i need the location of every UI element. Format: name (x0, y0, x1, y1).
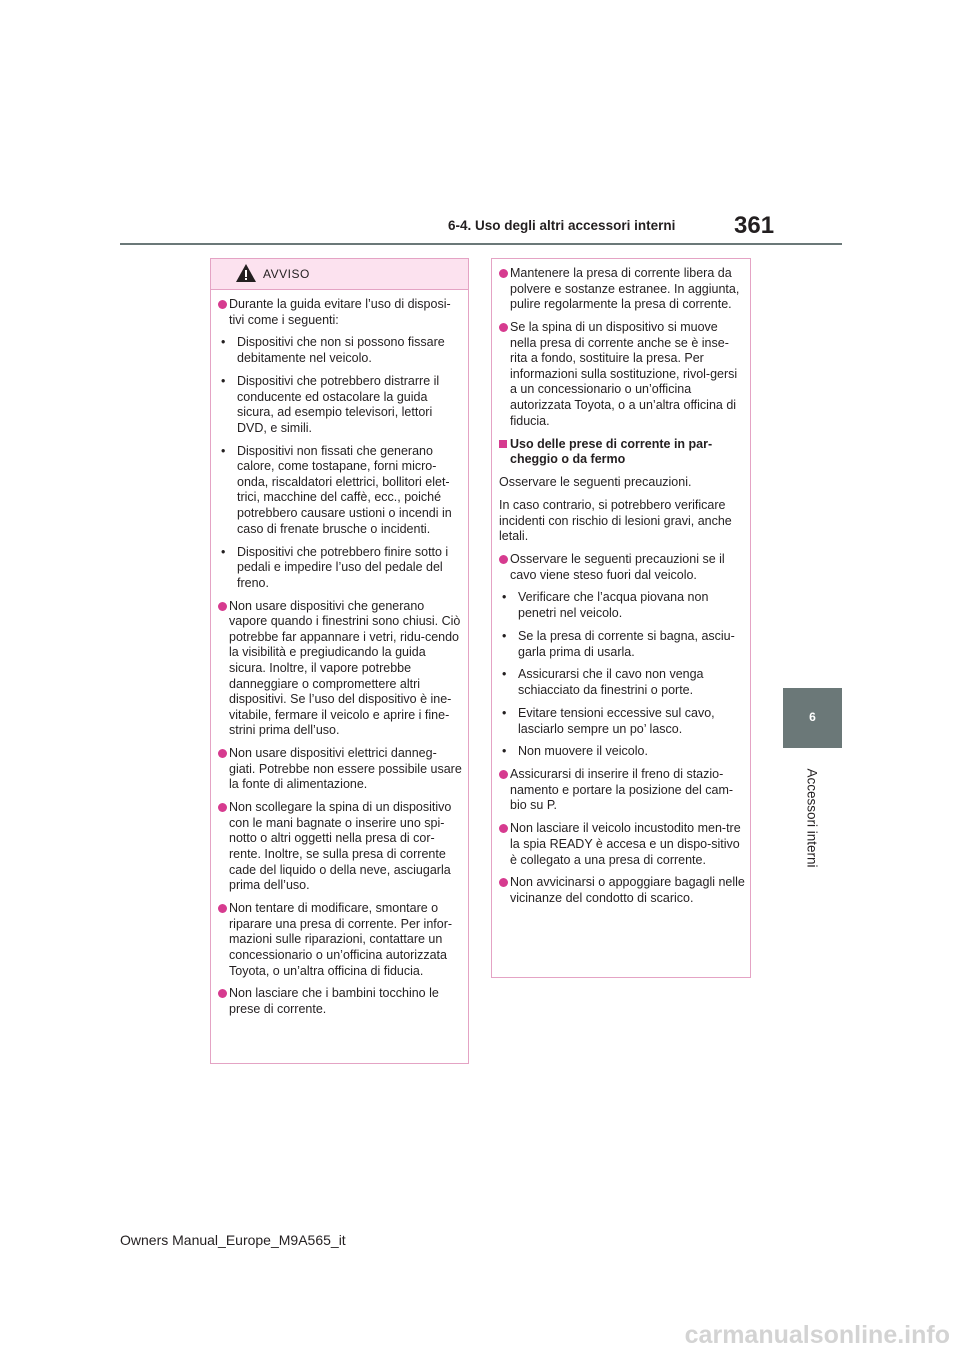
bullet-item (218, 599, 463, 739)
item-text: Non usare dispositivi che generano vapore quando i finestrini sono chiusi. Ciò potrebbe far appannare i vetri, ridu-cendo la visibilità e pregiudicando la guida sicura. Inoltre, il vapore potrebbe danneggiare o compromettere altri dispositivi. Se l’uso del dispositivo è ine-vitabile, fermare il veicolo e aprire i fine-strini prima dell’uso. (229, 598, 461, 738)
section-title: 6-4. Uso degli altri accessori interni (448, 218, 676, 233)
item-text: Durante la guida evitare l’uso di disposi-tivi come i seguenti: (229, 297, 451, 327)
pink-dot-icon (218, 749, 227, 758)
bullet-item (499, 875, 745, 906)
bullet-item (218, 746, 463, 793)
item-text: Dispositivi non fissati che generano calore, come tostapane, forni micro-onda, riscaldatori elettrici, bollitori elet-trici, macchine del caffè, ecc., poiché potrebbero causare ustioni o incendi in caso di frenate brusche o incidenti. (237, 443, 452, 536)
pink-dot-icon (218, 803, 227, 812)
item-text: Osservare le seguenti precauzioni se il cavo viene steso fuori dal veicolo. (510, 551, 725, 582)
item-text: Dispositivi che potrebbero finire sotto i pedali e impedire l’uso del pedale del freno. (237, 544, 449, 590)
warning-header (211, 259, 468, 290)
chapter-side-label: Accessori interni (804, 768, 820, 868)
pink-dot-icon (218, 989, 227, 998)
item-text: Osservare le seguenti precauzioni. (499, 475, 692, 490)
bullet-item (499, 266, 745, 313)
item-text: Uso delle prese di corrente in par-cheggio o da fermo (510, 436, 713, 467)
sub-bullet-item (218, 545, 463, 592)
chapter-tab-number: 6 (809, 710, 816, 724)
item-text: Evitare tensioni eccessive sul cavo, lasciarlo sempre un po’ lasco. (518, 705, 715, 736)
item-text: Verificare che l’acqua piovana non penetri nel veicolo. (518, 590, 709, 621)
sub-bullet-item (499, 744, 745, 760)
item-text: Dispositivi che potrebbero distrarre il conducente ed ostacolare la guida sicura, ad esempio televisori, lettori DVD, e simili. (237, 373, 440, 435)
sub-bullet-item (218, 335, 463, 366)
pink-square-icon (499, 440, 507, 448)
warning-content-left (211, 290, 468, 1018)
bullet-icon: • (221, 544, 226, 559)
bullet-icon: • (502, 628, 507, 643)
subsection-heading (499, 437, 745, 468)
bullet-item (218, 901, 463, 979)
item-text: Se la spina di un dispositivo si muove nella presa di corrente anche se è inse-rita a fondo, sostituire la presa. Per informazioni sulla sostituzione, rivol-gersi a un concessionario o un’officina autorizzata Toyota, o a un’altra officina di fiducia. (510, 320, 738, 428)
bullet-item (218, 297, 463, 328)
sub-bullet-item (218, 374, 463, 436)
paragraph (499, 498, 745, 545)
item-text: Mantenere la presa di corrente libera da polvere e sostanze estranee. In aggiunta, pulire regolarmente la presa di corrente. (510, 266, 740, 312)
bullet-icon: • (502, 590, 507, 605)
item-text: Non usare dispositivi elettrici danneg-giati. Potrebbe non essere possibile usare la fonte di alimentazione. (229, 746, 462, 792)
item-text: Non lasciare il veicolo incustodito men-tre la spia READY è accesa e un dispo-sitivo è collegato a una presa di corrente. (510, 821, 741, 867)
sub-bullet-item (499, 590, 745, 621)
watermark: carmanualsonline.info (684, 1321, 950, 1349)
sub-bullet-item (218, 444, 463, 538)
bullet-icon: • (221, 373, 226, 388)
item-text: Assicurarsi di inserire il freno di stazio-namento e portare la posizione del cam-bio su P. (510, 767, 734, 813)
bullet-icon: • (502, 667, 507, 682)
item-text: Non muovere il veicolo. (518, 744, 648, 759)
warning-triangle-icon (235, 263, 257, 288)
header-rule (120, 243, 842, 245)
page-number: 361 (734, 212, 775, 239)
pink-dot-icon (499, 555, 508, 564)
bullet-item (499, 320, 745, 429)
bullet-item (499, 552, 745, 583)
bullet-item (218, 986, 463, 1017)
pink-dot-icon (218, 602, 227, 611)
item-text: Se la presa di corrente si bagna, asciu-garla prima di usarla. (518, 628, 735, 659)
item-text: Dispositivi che non si possono fissare debitamente nel veicolo. (237, 335, 445, 366)
item-text: In caso contrario, si potrebbero verificare incidenti con rischio di lesioni gravi, anche letali. (499, 497, 732, 544)
pink-dot-icon (499, 770, 508, 779)
warning-box-left (210, 258, 469, 1064)
bullet-icon: • (221, 335, 226, 350)
pink-dot-icon (499, 269, 508, 278)
bullet-icon: • (502, 744, 507, 759)
bullet-icon: • (221, 443, 226, 458)
bullet-item (499, 767, 745, 814)
item-text: Non scollegare la spina di un dispositivo con le mani bagnate o inserire uno spi-notto o altri oggetti nella presa di cor-rente. Inoltre, se sulla presa di corrente cade del liquido o della neve, asciugarla prima dell’uso. (229, 800, 452, 893)
pink-dot-icon (499, 323, 508, 332)
sub-bullet-item (499, 667, 745, 698)
chapter-tab (783, 688, 842, 748)
bullet-item (499, 821, 745, 868)
item-text: Assicurarsi che il cavo non venga schiacciato da finestrini o porte. (518, 667, 704, 698)
paragraph (499, 475, 745, 491)
bullet-icon: • (502, 705, 507, 720)
pink-dot-icon (499, 878, 508, 887)
warning-title: AVVISO (263, 267, 310, 281)
bullet-item (218, 800, 463, 894)
pink-dot-icon (218, 300, 227, 309)
warning-box-right (491, 258, 751, 978)
item-text: Non tentare di modificare, smontare o riparare una presa di corrente. Per infor-mazioni sulle riparazioni, contattare un concessionario o un’officina autorizzata Toyota, o un’altra officina di fiducia. (229, 901, 453, 978)
item-text: Non lasciare che i bambini tocchino le prese di corrente. (229, 986, 439, 1017)
footer-manual-name: Owners Manual_Europe_M9A565_it (120, 1232, 346, 1248)
pink-dot-icon (499, 824, 508, 833)
pink-dot-icon (218, 904, 227, 913)
sub-bullet-item (499, 706, 745, 737)
item-text: Non avvicinarsi o appoggiare bagagli nelle vicinanze del condotto di scarico. (510, 875, 745, 906)
warning-content-right (492, 259, 750, 907)
sub-bullet-item (499, 629, 745, 660)
